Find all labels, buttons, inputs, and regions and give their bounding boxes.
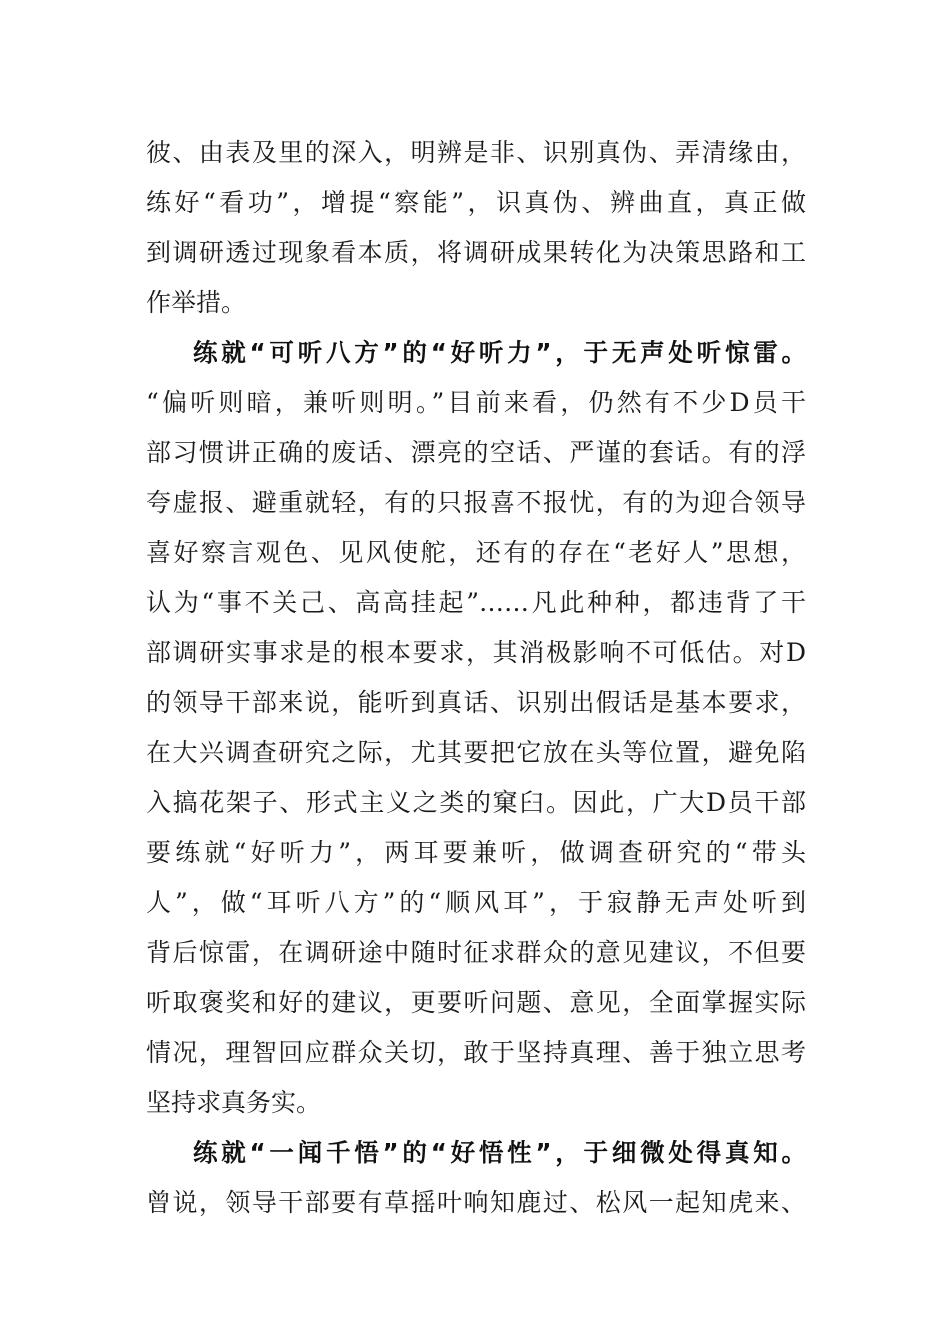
- body-text-line: 情况，理智回应群众关切，敢于坚持真理、善于独立思考: [146, 1038, 806, 1067]
- body-text-line: 坚持求真务实。: [146, 1088, 322, 1117]
- body-text-line: 夸虚报、避重就轻，有的只报喜不报忧，有的为迎合领导: [146, 488, 806, 517]
- body-text-line: “偏听则暗，兼听则明。”目前来看，仍然有不少D员干: [146, 388, 806, 417]
- body-text-line: 人”，做“耳听八方”的“顺风耳”，于寂静无声处听到: [146, 888, 806, 917]
- section-heading-listening: 练就“可听八方”的“好听力”，于无声处听惊雷。: [193, 338, 806, 367]
- body-text-line: 作举措。: [146, 288, 247, 317]
- body-text-line: 练好“看功”，增提“察能”，识真伪、辨曲直，真正做: [146, 188, 806, 217]
- body-text-line: 认为“事不关己、高高挂起”……凡此种种，都违背了干: [146, 588, 806, 617]
- body-text-line: 在大兴调查研究之际，尤其要把它放在头等位置，避免陷: [146, 738, 806, 767]
- section-heading-insight: 练就“一闻千悟”的“好悟性”，于细微处得真知。: [193, 1138, 806, 1167]
- body-text-line: 背后惊雷，在调研途中随时征求群众的意见建议，不但要: [146, 938, 806, 967]
- body-text-line: 部调研实事求是的根本要求，其消极影响不可低估。对D: [146, 638, 806, 667]
- body-text-line: 到调研透过现象看本质，将调研成果转化为决策思路和工: [146, 238, 806, 267]
- body-text-line: 喜好察言观色、见风使舵，还有的存在“老好人”思想，: [146, 538, 806, 567]
- body-text-line: 的领导干部来说，能听到真话、识别出假话是基本要求，: [146, 688, 806, 717]
- body-text-line: 部习惯讲正确的废话、漂亮的空话、严谨的套话。有的浮: [146, 438, 806, 467]
- body-text-line: 彼、由表及里的深入，明辨是非、识别真伪、弄清缘由，: [146, 138, 806, 167]
- body-text-line: 曾说，领导干部要有草摇叶响知鹿过、松风一起知虎来、: [146, 1188, 806, 1217]
- body-text-line: 听取褒奖和好的建议，更要听问题、意见，全面掌握实际: [146, 988, 806, 1017]
- body-text-line: 入搞花架子、形式主义之类的窠臼。因此，广大D员干部: [146, 788, 806, 817]
- body-text-line: 要练就“好听力”，两耳要兼听，做调查研究的“带头: [146, 838, 806, 867]
